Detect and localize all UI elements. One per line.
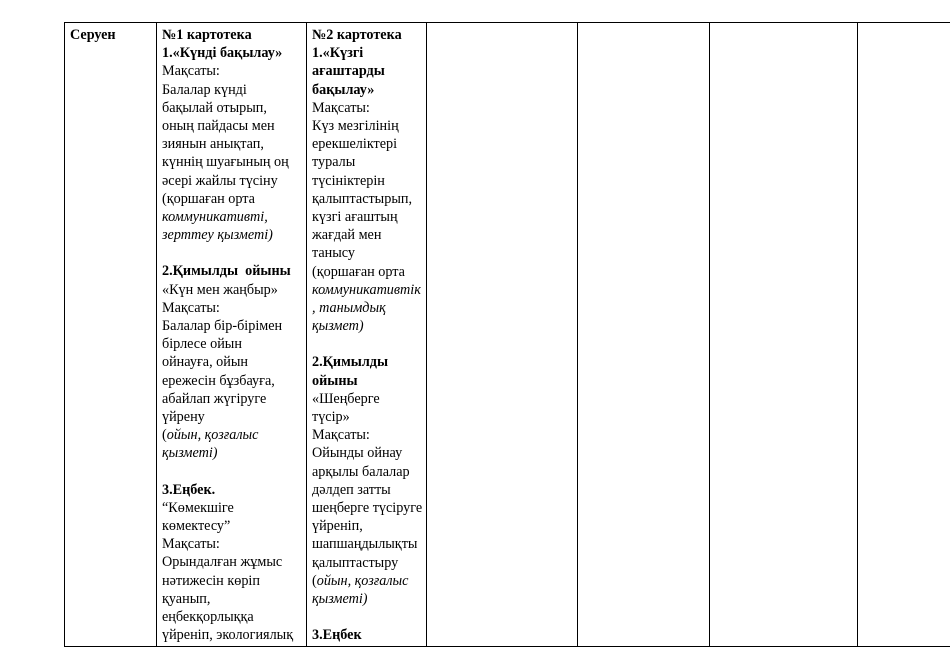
goal-text-line: күзгі ағаштың (312, 209, 398, 226)
activity-area-line: (қоршаған орта (312, 263, 405, 280)
card-2-section-1-title: ағаштарды (312, 63, 385, 80)
task-name-line: “Көмекшіге (162, 499, 234, 516)
goal-label: Мақсаты: (162, 63, 220, 80)
goal-text-line: абайлап жүгіруге (162, 390, 267, 407)
schedule-table (64, 22, 950, 647)
game-name: түсір» (312, 409, 350, 426)
goal-text-line: ережесін бұзбауға, (162, 372, 275, 389)
goal-text-line: үйрену (162, 409, 205, 426)
goal-text-line: арқылы балалар (312, 463, 410, 480)
task-name-line: көмектесу” (162, 518, 231, 535)
empty-cell (710, 23, 858, 647)
table-row (65, 23, 950, 647)
card-1-heading: №1 картотека (162, 27, 252, 43)
goal-text-line: жағдай мен (312, 227, 382, 244)
game-name: «Шеңберге (312, 390, 380, 407)
paren: ( (312, 572, 317, 589)
goal-text-line: Күз мезгілінің (312, 118, 399, 135)
goal-text-line: бірлесе ойын (162, 336, 242, 353)
empty-cell (578, 23, 710, 647)
goal-text-line: дәлдеп затты (312, 481, 391, 498)
goal-text-line: танысу (312, 245, 355, 262)
card-2-section-2-title: 2.Қимылды (312, 354, 389, 371)
activity-area-line: қызметі) (312, 591, 368, 608)
goal-text-line: бақылай отырып, (162, 99, 267, 116)
goal-text-line: Балалар күнді (162, 81, 247, 98)
goal-label: Мақсаты: (312, 427, 370, 444)
goal-text-line: ерекшеліктері (312, 136, 398, 153)
goal-text-line: шеңберге түсіруге (312, 500, 423, 517)
goal-text-line: қуанып, (162, 590, 211, 607)
activity-area-line: коммуникативтік (312, 281, 421, 298)
goal-text-line: еңбекқорлыққа (162, 609, 254, 626)
activity-area-line: коммуникативті, (162, 209, 268, 226)
card-1-section-1-title: 1.«Күнді бақылау» (162, 45, 283, 62)
activity-area-line (312, 572, 421, 590)
goal-text-line: Ойынды ойнау (312, 445, 403, 462)
goal-text-line: оның пайдасы мен (162, 118, 275, 135)
goal-text-line: Балалар бір-бірімен (162, 318, 283, 335)
goal-text-line: түсініктерін (312, 172, 385, 189)
goal-text-line: зиянын анықтап, (162, 136, 264, 153)
card-2-section-3-title: 3.Еңбек (312, 627, 362, 644)
goal-text-line: күннің шуағының оң (162, 154, 289, 171)
goal-text-line: қалыптастыру (312, 554, 399, 571)
goal-text-line: Орындалған жұмыс (162, 554, 283, 571)
card-2-section-1-title: бақылау» (312, 81, 375, 98)
activity-area-line: зерттеу қызметі) (162, 227, 273, 244)
goal-text-line: үйреніп, (312, 518, 363, 535)
goal-label: Мақсаты: (162, 536, 220, 553)
activity-area-line (162, 426, 301, 444)
card-1-section-2-title: 2.Қимылды ойыны (162, 263, 291, 280)
card-1-cell (157, 23, 307, 647)
card-2-section-1-title: 1.«Күзгі (312, 45, 364, 62)
activity-area-line: , танымдық (312, 300, 386, 317)
paren: ( (162, 427, 167, 444)
card-2-section-2-title: ойыны (312, 372, 358, 389)
row-label-cell (65, 23, 157, 647)
card-2-cell (307, 23, 427, 647)
activity-area-line: (қоршаған орта (162, 190, 255, 207)
goal-text-line: шапшаңдылықты (312, 536, 418, 553)
empty-cell (427, 23, 578, 647)
goal-text-line: қалыптастырып, (312, 190, 412, 207)
card-1-section-3-title: 3.Еңбек. (162, 481, 216, 498)
empty-cell (858, 23, 950, 647)
game-name: «Күн мен жаңбыр» (162, 281, 278, 298)
goal-text-line: әсері жайлы түсіну (162, 172, 278, 189)
goal-text-line: үйреніп, экологиялық (162, 627, 294, 644)
goal-text-line: туралы (312, 154, 356, 171)
goal-text-line: ойнауға, ойын (162, 354, 248, 371)
card-2-heading: №2 картотека (312, 27, 402, 43)
activity-area-line: қызметі) (162, 445, 218, 462)
goal-label: Мақсаты: (162, 299, 220, 316)
activity-area-line: қызмет) (312, 318, 364, 335)
activity-area-text: ойын, қозғалыс (316, 572, 409, 589)
goal-label: Мақсаты: (312, 99, 370, 116)
activity-area-text: ойын, қозғалыс (166, 427, 259, 444)
row-label: Серуен (70, 27, 116, 43)
goal-text-line: нәтижесін көріп (162, 572, 260, 589)
